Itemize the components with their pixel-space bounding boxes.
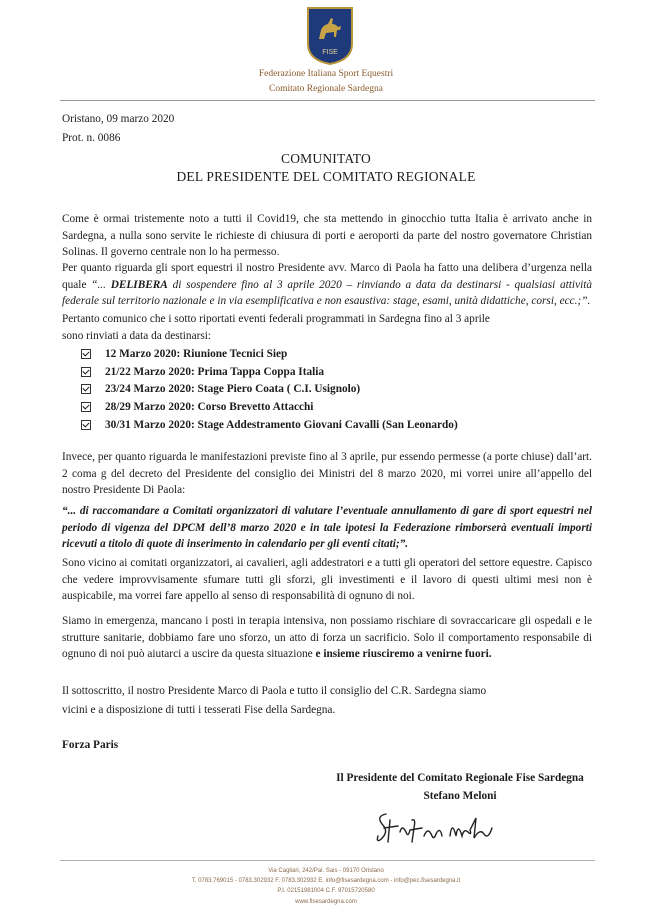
paragraph-emergenza-text: Siamo in emergenza, mancano i posti in terapia intensiva, non possiamo rischiare di sovraccaricare gli ospedali e le strutture sanitarie, dobbiamo fare uno sforzo, un atto di forza un sacrificio. Solo il comportamento responsabile di ognuno di noi può aiutarci a uscire da questa situazione — [62, 615, 592, 660]
place-date: Oristano, 09 marzo 2020 — [62, 113, 175, 125]
list-item — [81, 363, 481, 381]
footer-address: Via Cagliari, 242/Pal. Sais - 09170 Oristano — [268, 868, 384, 874]
footer-divider — [60, 860, 595, 861]
signatory-name: Stefano Meloni — [423, 790, 497, 802]
document-title-line2: DEL PRESIDENTE DEL COMITATO REGIONALE — [176, 169, 476, 184]
paragraph-emergenza-bold: e insieme riusciremo a venirne fuori. — [315, 648, 492, 660]
event-label: 12 Marzo 2020: Riunione Tecnici Siep — [105, 347, 288, 360]
checkbox-checked-icon — [81, 402, 91, 412]
paragraph-delibera — [62, 260, 592, 310]
closing-line2: vicini e a disposizione di tutti i tesserati Fise della Sardegna. — [62, 704, 336, 716]
paragraph-covid — [62, 211, 592, 261]
signatory-title: Il Presidente del Comitato Regionale Fise Sardegna — [336, 772, 584, 784]
event-label: 21/22 Marzo 2020: Prima Tappa Coppa Italia — [105, 365, 325, 378]
paragraph-covid-text: Come è ormai tristemente noto a tutti il Covid19, che sta mettendo in ginocchio tutta Italia è arrivato anche in Sardegna, a nulla sono servite le richieste di chiusura di porti e aeroporti da parte del nostro governatore Christian Solinas. Il governo centrale non lo ha permesso. — [62, 213, 592, 258]
fise-logo — [304, 6, 356, 66]
event-label: 23/24 Marzo 2020: Stage Piero Coata ( C.I. Usignolo) — [105, 383, 361, 396]
raccomandazione-quote: “... di raccomandare a Comitati organizzatori di valutare l’eventuale annullamento di gare di sport equestri nel periodo di vigenza del DPCM dell’8 marzo 2020 e in tale ipotesi la Federazione rimborserà eventuali importi ricevuti a titolo di quote di inserimento in calendario per gli eventi citati;”. — [62, 505, 592, 550]
checkbox-checked-icon — [81, 367, 91, 377]
postponed-events-list — [81, 345, 481, 434]
delibera-quote: di sospendere fino al 3 aprile 2020 – rinviando a data da destinarsi - qualsiasi attività federale sul territorio nazionale e in via esemplificativa e non esaustiva: stage, esami, unità didattiche, corsi, ecc.; — [62, 278, 593, 307]
event-label: 28/29 Marzo 2020: Corso Brevetto Attacchi — [105, 401, 314, 414]
list-item — [81, 416, 481, 434]
footer-website: www.fisesardegna.com — [295, 899, 357, 905]
org-name: Federazione Italiana Sport Equestri — [258, 69, 394, 79]
paragraph-manifestazioni-text: Invece, per quanto riguarda le manifestazioni previste fino al 3 aprile, pur essendo permesse (a porte chiuse) dall’art. 2 coma g del decreto del Presidente del consiglio dei Ministri del 8 marzo 2020, mi vorrei unire all’appello del nostro Presidente Di Paola: — [62, 451, 592, 496]
delibera-keyword: DELIBERA — [110, 278, 168, 291]
list-item — [81, 381, 481, 399]
paragraph-vicinanza — [62, 555, 592, 605]
paragraph-manifestazioni — [62, 449, 592, 499]
footer-tax-id: P.I. 02151981004 C.F. 97015720580 — [277, 888, 375, 894]
delibera-quote-close: ”. — [581, 295, 591, 307]
checkbox-checked-icon — [81, 420, 91, 430]
paragraph-raccomandazione — [62, 503, 592, 553]
event-label: 30/31 Marzo 2020: Stage Addestramento Giovani Cavalli (San Leonardo) — [105, 419, 458, 432]
handwritten-signature — [372, 806, 498, 848]
paragraph-emergenza — [62, 613, 592, 663]
logo-text: FISE — [322, 49, 338, 56]
committee-name: Comitato Regionale Sardegna — [269, 84, 383, 94]
list-item — [81, 398, 481, 416]
protocol-number: Prot. n. 0086 — [62, 132, 121, 144]
checkbox-checked-icon — [81, 384, 91, 394]
list-item — [81, 345, 481, 363]
closing-line1: Il sottoscritto, il nostro Presidente Marco di Paola e tutto il consiglio del C.R. Sardegna siamo — [62, 685, 487, 697]
closing-salutation: Forza Paris — [62, 739, 119, 751]
header-divider — [60, 100, 595, 101]
delibera-intro: Per quanto riguarda gli sport equestri il nostro Presidente avv. Marco di Paola ha fatto una delibera d’urgenza nella quale — [62, 262, 592, 291]
checkbox-checked-icon — [81, 349, 91, 359]
postponed-intro-line2: sono rinviati a data da destinarsi: — [62, 330, 212, 342]
footer-contacts: T. 0783.769015 - 0783.302932 F. 0783.302932 E. info@fisesardegna.com - info@pec.fisesardegna.it — [191, 878, 461, 884]
document-title-line1: COMUNITATO — [281, 151, 371, 166]
paragraph-vicinanza-text: Sono vicino ai comitati organizzatori, ai cavalieri, agli addestratori e a tutti gli operatori del settore equestre. Capisco che vedere improvvisamente sfumare tutti gli sforzi, gli investimenti e il lavoro di questi ultimi mesi non è auspicabile, ma vorrei fare appello al senso di responsabilità di ognuno di noi. — [62, 557, 592, 602]
delibera-quote-open: “... — [91, 278, 106, 291]
postponed-intro-line1: Pertanto comunico che i sotto riportati eventi federali programmati in Sardegna fino al 3 aprile — [62, 313, 490, 325]
